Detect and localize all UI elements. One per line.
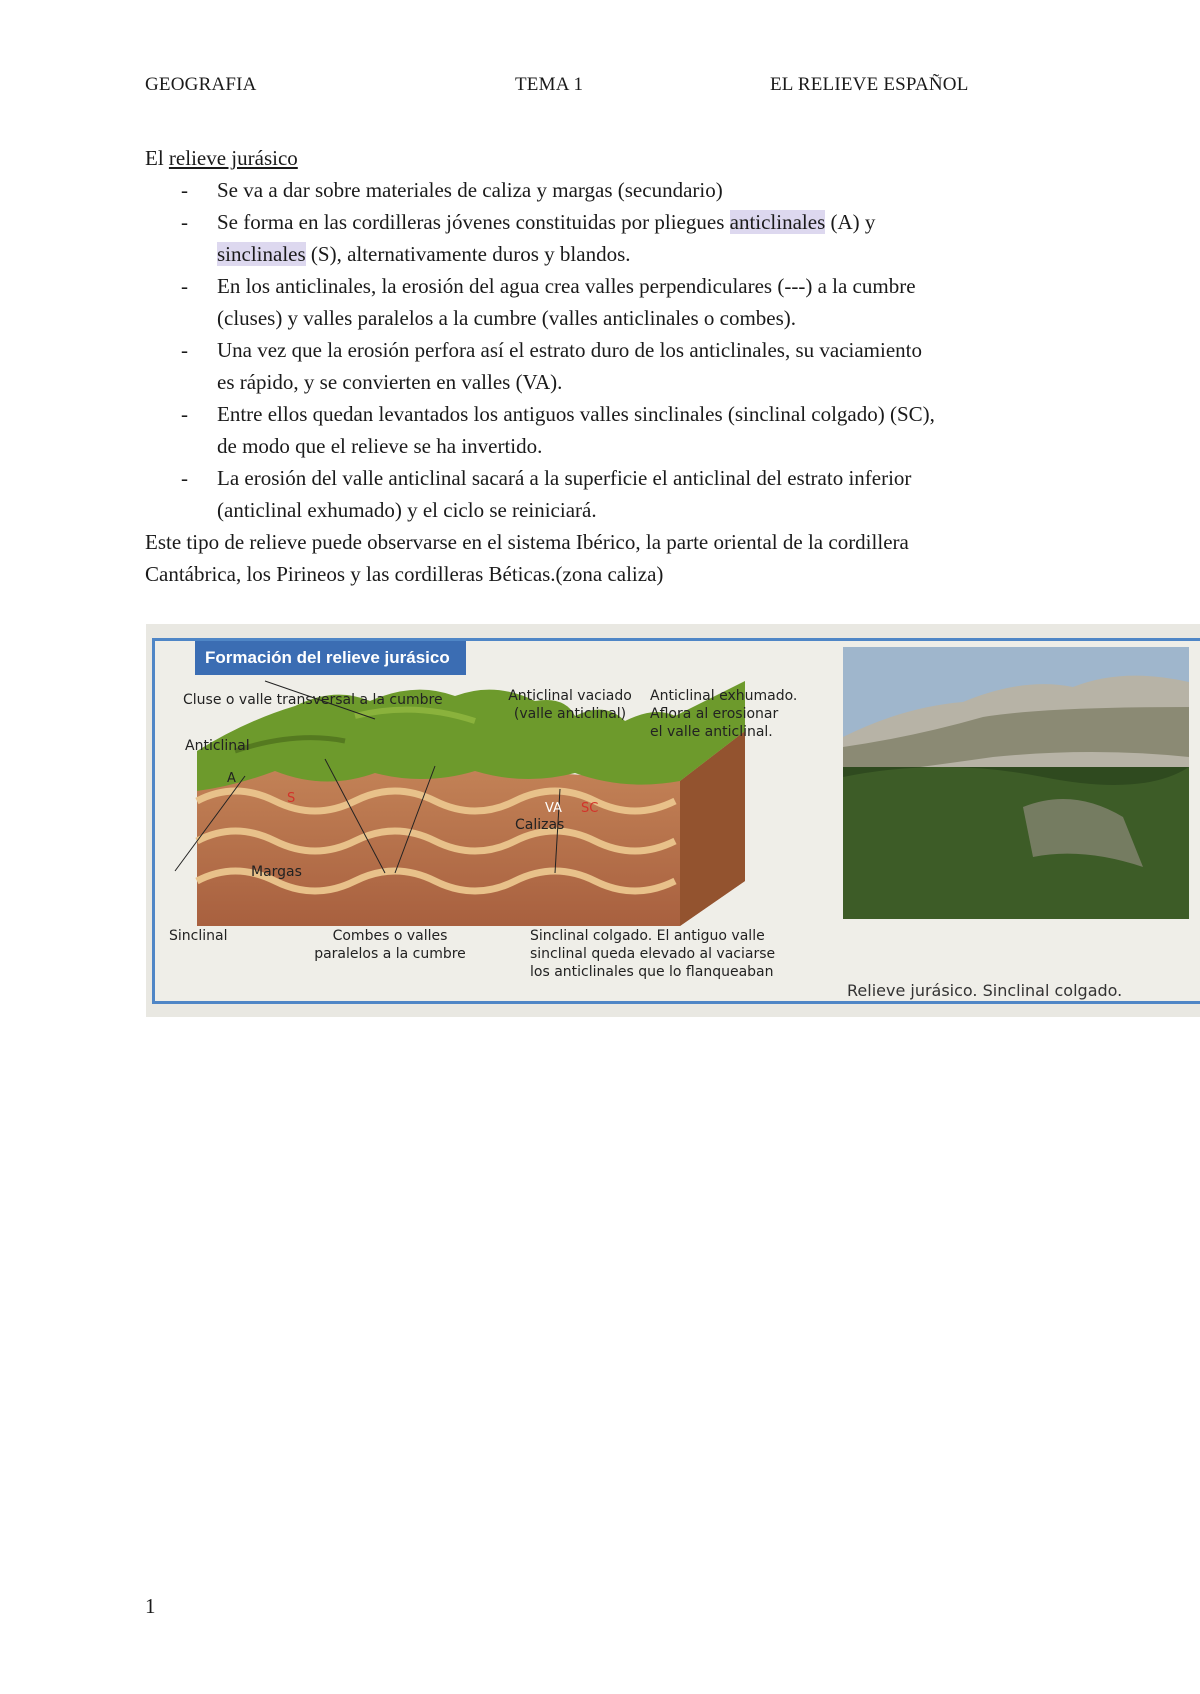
document-body (145, 142, 1065, 590)
figure-title: Formación del relieve jurásico (195, 641, 466, 675)
list-item: - En los anticlinales, la erosión del agua crea valles perpendiculares (---) a la cumbre (cluses) y valles paralelos a la cumbre (valles anticlinales o combes). (181, 274, 916, 330)
section-heading (145, 142, 1065, 174)
marker-a: A (227, 771, 236, 786)
marker-s: S (287, 791, 296, 806)
marker-va: VA (545, 801, 562, 816)
mountain-photo (843, 647, 1189, 919)
label-cluse: Cluse o valle transversal a la cumbre (183, 692, 443, 708)
header-subject: GEOGRAFIA (145, 74, 257, 95)
photo-caption: Relieve jurásico. Sinclinal colgado. (847, 981, 1123, 1000)
bullet-list (145, 174, 1065, 526)
label-sinclinal-colgado: Sinclinal colgado. El antiguo valle sinclinal queda elevado al vaciarse los anticlinales que lo flanqueaban (530, 928, 776, 980)
heading-prefix: El (145, 146, 169, 170)
label-calizas: Calizas (515, 817, 565, 833)
highlight-sinclinales: sinclinales (217, 242, 306, 266)
block-diagram (155, 641, 855, 941)
header-topic: TEMA 1 (515, 74, 584, 95)
label-anticlinal-exhumado: Anticlinal exhumado. Aflora al erosionar el valle anticlinal. (650, 688, 798, 740)
list-item: - Una vez que la erosión perfora así el estrato duro de los anticlinales, su vaciamiento es rápido, y se convierten en valles (VA). (181, 338, 922, 394)
list-item: - Se forma en las cordilleras jóvenes constituidas por pliegues anticlinales (A) y sinclinales (S), alternativamente duros y blandos. (181, 210, 876, 266)
closing-paragraph: Este tipo de relieve puede observarse en el sistema Ibérico, la parte oriental de la cordillera Cantábrica, los Pirineos y las cordilleras Béticas.(zona caliza) (145, 530, 909, 586)
figure-frame (152, 638, 1200, 1004)
list-item: - Se va a dar sobre materiales de caliza y margas (secundario) (181, 178, 723, 202)
label-margas: Margas (251, 864, 302, 880)
page-number: 1 (145, 1594, 156, 1618)
label-anticlinal-vaciado: Anticlinal vaciado (valle anticlinal) (508, 688, 632, 722)
label-combes: Combes o valles paralelos a la cumbre (314, 928, 466, 962)
textbook-figure (146, 624, 1200, 1017)
header-title: EL RELIEVE ESPAÑOL (770, 74, 969, 95)
list-item: - La erosión del valle anticlinal sacará a la superficie el anticlinal del estrato inferior (anticlinal exhumado) y el ciclo se reiniciará. (181, 466, 912, 522)
list-item: - Entre ellos quedan levantados los antiguos valles sinclinales (sinclinal colgado) (SC), de modo que el relieve se ha invertido. (181, 402, 935, 458)
heading-underlined: relieve jurásico (168, 146, 298, 170)
marker-sc: SC (581, 801, 599, 816)
label-sinclinal: Sinclinal (169, 928, 228, 944)
highlight-anticlinales: anticlinales (729, 210, 826, 234)
label-anticlinal: Anticlinal (185, 738, 250, 754)
